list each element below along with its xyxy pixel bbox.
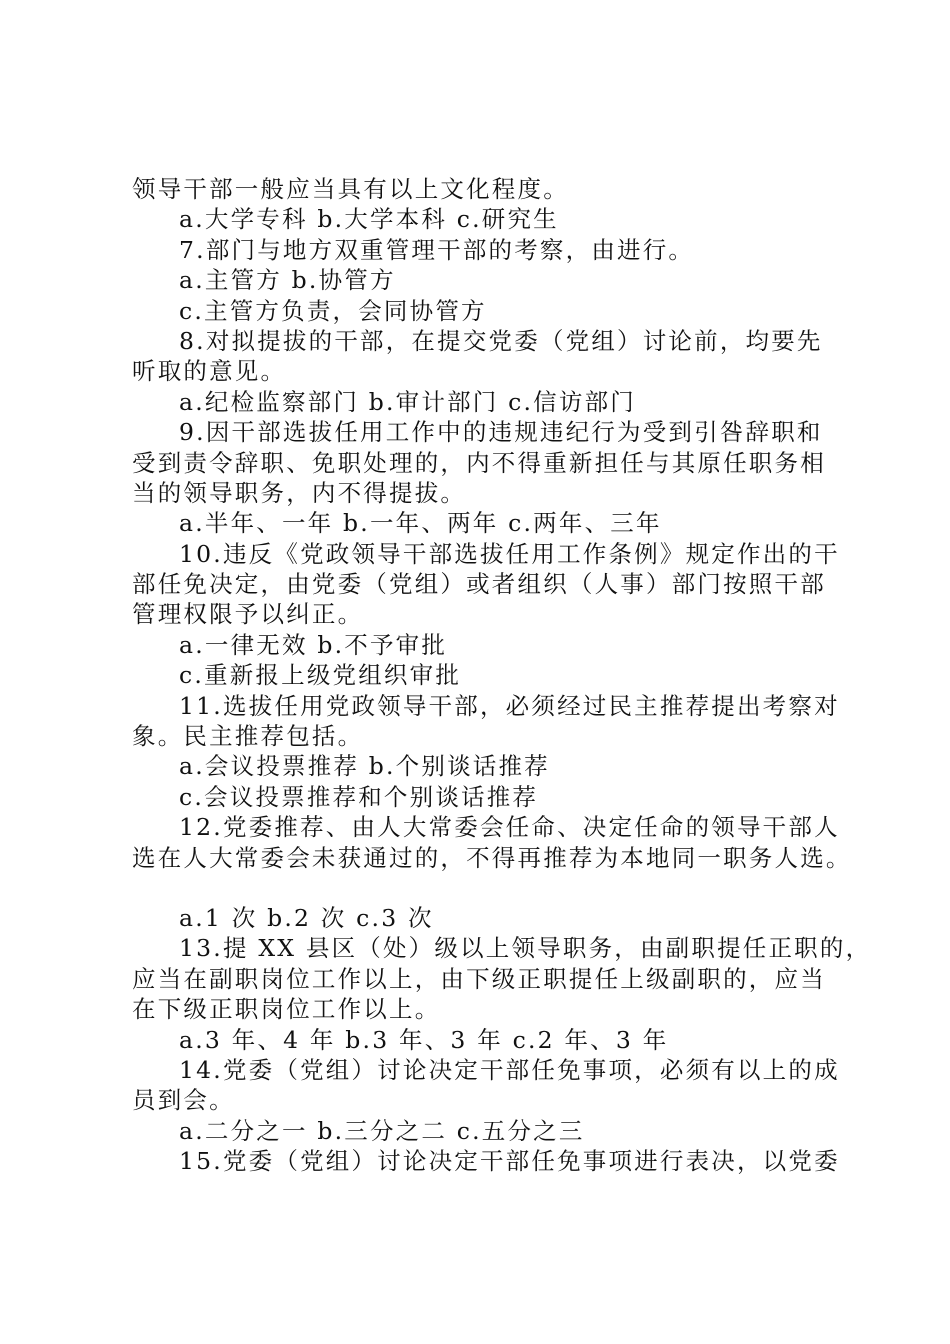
question-7: 7.部门与地方双重管理干部的考察，由进行。 [179,235,695,264]
question-13: 13.提 XX 县区（处）级以上领导职务，由副职提任正职的， [179,934,872,963]
option-line: a.3 年、4 年 b.3 年、3 年 c.2 年、3 年 [179,1025,669,1054]
text-line: 部任免决定，由党委（党组）或者组织（人事）部门按照干部 [132,570,826,599]
text-line: 象。民主推荐包括。 [132,722,364,751]
text-line: 员到会。 [132,1086,235,1115]
text-line: 领导干部一般应当具有以上文化程度。 [132,175,569,203]
option-line: a.1 次 b.2 次 c.3 次 [179,903,434,932]
question-14: 14.党委（党组）讨论决定干部任免事项，必须有以上的成 [179,1055,840,1084]
option-line: a.一律无效 b.不予审批 [179,630,448,659]
option-line: c.主管方负责，会同协管方 [179,296,487,325]
option-line: a.会议投票推荐 b.个别谈话推荐 [179,752,550,781]
option-line: a.大学专科 b.大学本科 c.研究生 [179,205,559,234]
text-line: 在下级正职岗位工作以上。 [132,995,441,1024]
question-8: 8.对拟提拔的干部，在提交党委（党组）讨论前，均要先 [179,326,823,355]
blank-line [132,873,852,903]
text-line: 选在人大常委会未获通过的，不得再推荐为本地同一职务人选。 [132,843,852,872]
text-line: 应当在副职岗位工作以上，由下级正职提任上级副职的，应当 [132,964,826,993]
question-9: 9.因干部选拔任用工作中的违规违纪行为受到引咎辞职和 [179,418,823,447]
option-line: a.二分之一 b.三分之二 c.五分之三 [179,1116,585,1145]
option-line: c.重新报上级党组织审批 [179,661,462,690]
question-11: 11.选拔任用党政领导干部，必须经过民主推荐提出考察对 [179,691,840,720]
question-15: 15.党委（党组）讨论决定干部任免事项进行表决，以党委 [179,1147,840,1176]
option-line: c.会议投票推荐和个别谈话推荐 [179,782,539,811]
document-body [132,174,872,1177]
text-line: 管理权限予以纠正。 [132,600,364,629]
text-line: 当的领导职务，内不得提拔。 [132,478,467,507]
option-line: a.主管方 b.协管方 [179,266,396,295]
option-line: a.纪检监察部门 b.审计部门 c.信访部门 [179,387,636,416]
text-line: 听取的意见。 [132,357,287,386]
question-10: 10.违反《党政领导干部选拔任用工作条例》规定作出的干 [179,539,840,568]
option-line: a.半年、一年 b.一年、两年 c.两年、三年 [179,509,662,538]
text-line: 受到责令辞职、免职处理的，内不得重新担任与其原任职务相 [132,448,826,477]
question-12: 12.党委推荐、由人大常委会任命、决定任命的领导干部人 [179,813,840,842]
